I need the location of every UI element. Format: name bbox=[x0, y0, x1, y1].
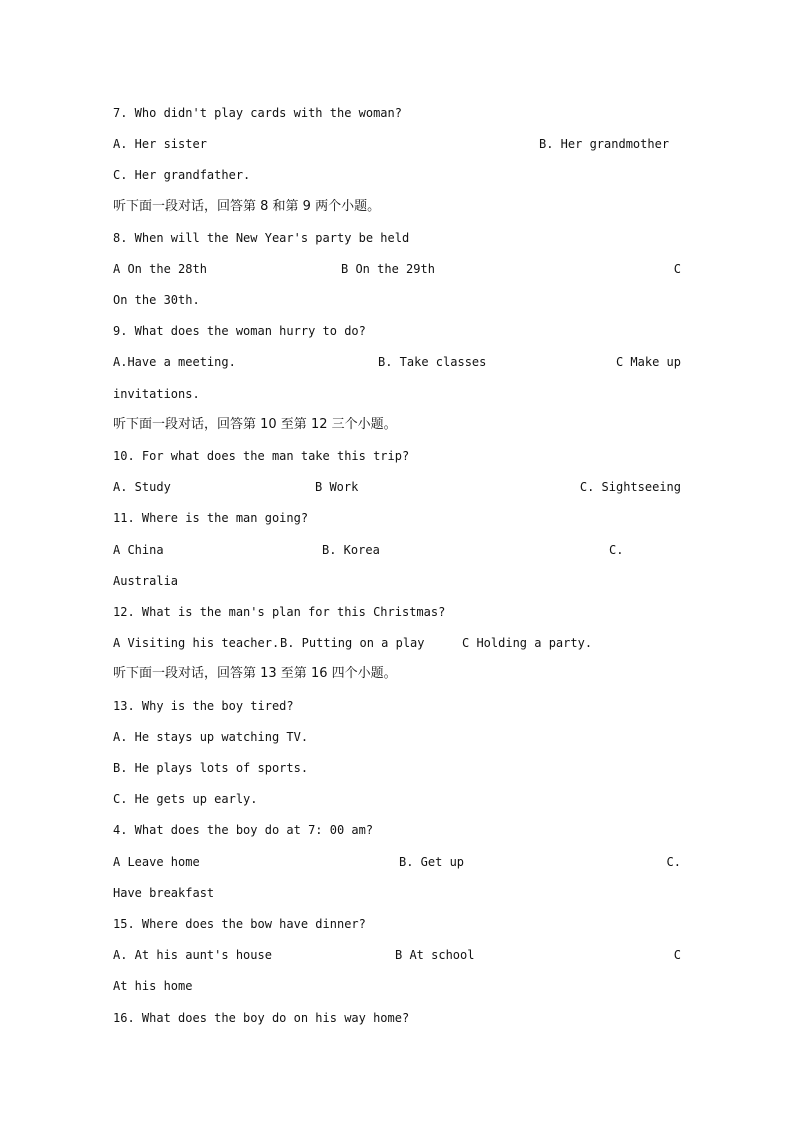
question-10-options bbox=[113, 477, 681, 497]
section-instruction-8-9 bbox=[113, 197, 681, 217]
option-b[interactable]: B. Korea bbox=[322, 543, 380, 557]
option-a[interactable]: A On the 28th bbox=[113, 262, 207, 276]
question-15-text: 15. Where does the bow have dinner? bbox=[113, 917, 366, 931]
question-13-option-b-line bbox=[113, 758, 681, 778]
question-14-text: 4. What does the boy do at 7: 00 am? bbox=[113, 823, 374, 837]
question-11 bbox=[113, 508, 681, 528]
option-c-label[interactable]: C. bbox=[609, 543, 624, 557]
option-c-text[interactable]: invitations. bbox=[113, 387, 200, 401]
option-a[interactable]: A. Study bbox=[113, 480, 171, 494]
question-14-options bbox=[113, 852, 681, 872]
question-8-option-c-line bbox=[113, 290, 681, 310]
question-10 bbox=[113, 446, 681, 466]
question-16 bbox=[113, 1008, 681, 1028]
option-c-text[interactable]: On the 30th. bbox=[113, 293, 200, 307]
option-b[interactable]: B. Her grandmother bbox=[539, 137, 670, 151]
question-7-text: 7. Who didn't play cards with the woman? bbox=[113, 106, 402, 120]
option-b[interactable]: B On the 29th bbox=[341, 262, 435, 276]
question-13-option-a-line bbox=[113, 727, 681, 747]
question-10-text: 10. For what does the man take this trip? bbox=[113, 449, 410, 463]
option-c-text[interactable]: Australia bbox=[113, 574, 179, 588]
section-instruction-text: 听下面一段对话，回答第 8 和第 9 两个小题。 bbox=[113, 199, 381, 214]
option-c-text[interactable]: Have breakfast bbox=[113, 886, 215, 900]
question-15-options bbox=[113, 945, 681, 965]
option-a[interactable]: A Leave home bbox=[113, 855, 200, 869]
question-11-option-c-line bbox=[113, 571, 681, 591]
section-instruction-10-12 bbox=[113, 415, 681, 435]
question-8 bbox=[113, 228, 681, 248]
option-b[interactable]: B. Take classes bbox=[378, 355, 487, 369]
question-14 bbox=[113, 820, 681, 840]
question-9-text: 9. What does the woman hurry to do? bbox=[113, 324, 366, 338]
option-c-label[interactable]: C Make up bbox=[615, 355, 681, 369]
question-9 bbox=[113, 321, 681, 341]
question-15-option-c-line bbox=[113, 976, 681, 996]
question-12 bbox=[113, 602, 681, 622]
option-a[interactable]: A China bbox=[113, 543, 164, 557]
question-9-option-c-line bbox=[113, 384, 681, 404]
option-a[interactable]: A.Have a meeting. bbox=[113, 355, 236, 369]
question-14-option-c-line bbox=[113, 883, 681, 903]
question-13-text: 13. Why is the boy tired? bbox=[113, 699, 294, 713]
option-c[interactable]: C Holding a party. bbox=[462, 636, 593, 650]
option-b[interactable]: B Work bbox=[315, 480, 359, 494]
question-11-options bbox=[113, 540, 681, 560]
question-13 bbox=[113, 696, 681, 716]
question-11-text: 11. Where is the man going? bbox=[113, 511, 309, 525]
question-7-options bbox=[113, 134, 681, 154]
option-c-label[interactable]: C bbox=[673, 948, 681, 962]
question-16-text: 16. What does the boy do on his way home? bbox=[113, 1011, 410, 1025]
section-instruction-text: 听下面一段对话，回答第 10 至第 12 三个小题。 bbox=[113, 417, 397, 432]
option-a[interactable]: A Visiting his teacher. bbox=[113, 636, 280, 650]
section-instruction-text: 听下面一段对话，回答第 13 至第 16 四个小题。 bbox=[113, 666, 397, 681]
option-c[interactable]: C. Sightseeing bbox=[579, 480, 681, 494]
question-7 bbox=[113, 103, 681, 123]
question-15 bbox=[113, 914, 681, 934]
option-b[interactable]: B. Putting on a play bbox=[280, 636, 425, 650]
option-b[interactable]: B. Get up bbox=[399, 855, 465, 869]
question-12-text: 12. What is the man's plan for this Christmas? bbox=[113, 605, 446, 619]
option-c-text[interactable]: At his home bbox=[113, 979, 193, 993]
question-7-option-c-line bbox=[113, 165, 681, 185]
option-b[interactable]: B At school bbox=[395, 948, 475, 962]
option-c[interactable]: C. Her grandfather. bbox=[113, 168, 251, 182]
option-b[interactable]: B. He plays lots of sports. bbox=[113, 761, 309, 775]
question-8-options bbox=[113, 259, 681, 279]
option-a[interactable]: A. He stays up watching TV. bbox=[113, 730, 309, 744]
option-a[interactable]: A. Her sister bbox=[113, 137, 207, 151]
option-a[interactable]: A. At his aunt's house bbox=[113, 948, 272, 962]
question-8-text: 8. When will the New Year's party be held bbox=[113, 231, 410, 245]
option-c-label[interactable]: C bbox=[673, 262, 681, 276]
option-c-label[interactable]: C. bbox=[666, 855, 681, 869]
question-13-option-c-line bbox=[113, 789, 681, 809]
option-c[interactable]: C. He gets up early. bbox=[113, 792, 258, 806]
question-9-options bbox=[113, 352, 681, 372]
question-12-options bbox=[113, 633, 681, 653]
section-instruction-13-16 bbox=[113, 664, 681, 684]
